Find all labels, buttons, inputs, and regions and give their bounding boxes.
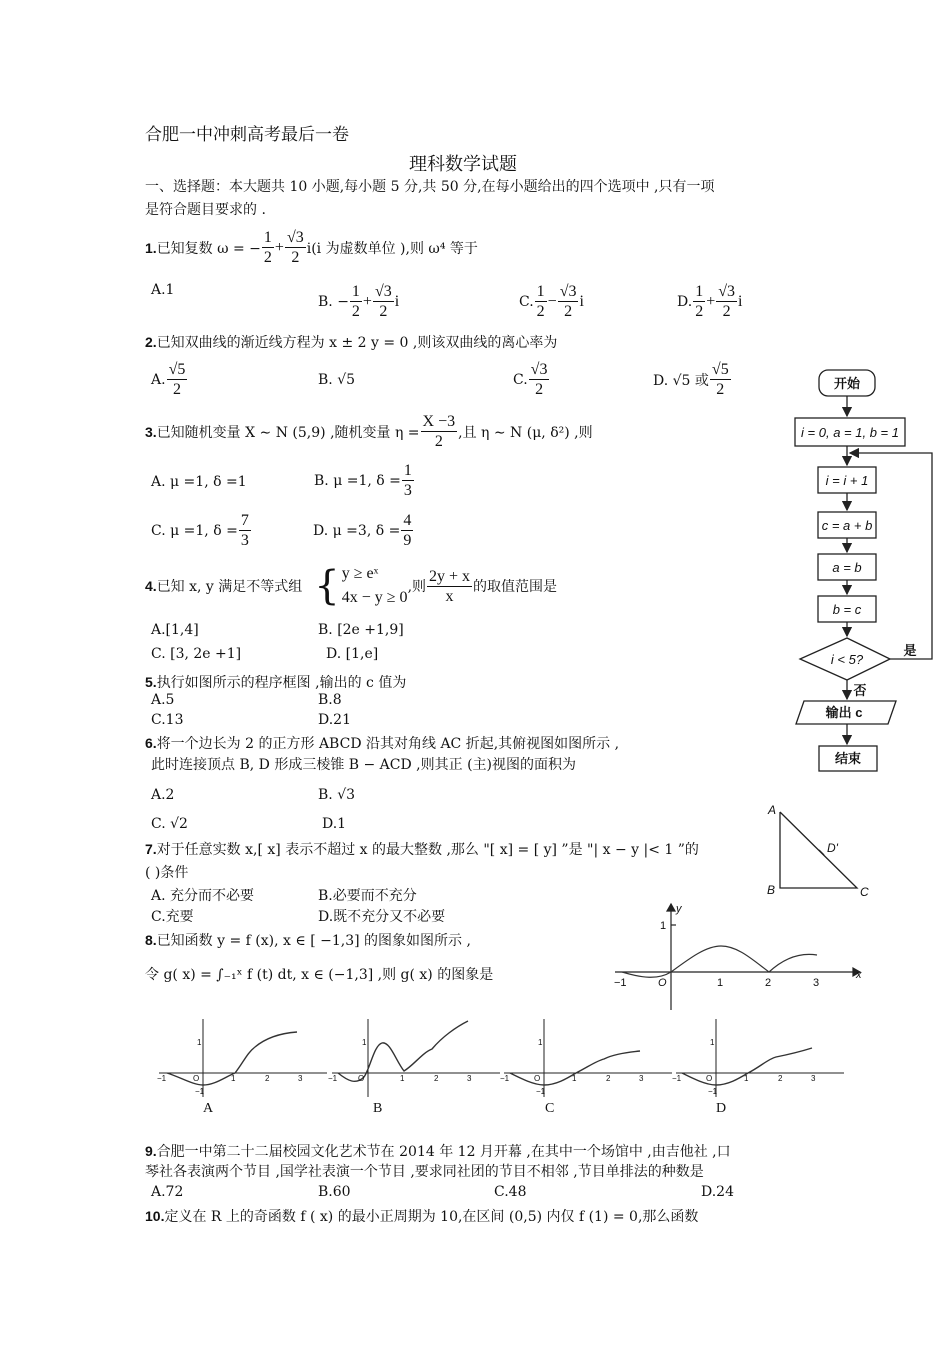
question-6-option-b[interactable]: B. √3 xyxy=(318,787,356,803)
flowchart-diagram xyxy=(790,365,940,780)
question-3-option-b[interactable]: B. μ =1, δ = $\frac{1}{3}$ xyxy=(314,462,412,499)
flow-start-label: 开始 xyxy=(833,376,861,391)
vertex-c-label: C xyxy=(860,885,869,899)
fig8-x-label: x xyxy=(856,969,862,981)
svg-text:−1: −1 xyxy=(536,1087,546,1096)
svg-text:2: 2 xyxy=(778,1074,783,1083)
flow-yes-label: 是 xyxy=(903,643,917,658)
choice-d-label: D xyxy=(716,1101,727,1116)
fig8-tick-2: 2 xyxy=(765,977,772,989)
svg-text:2: 2 xyxy=(265,1074,270,1083)
fig8-tick-3: 3 xyxy=(813,977,820,989)
svg-text:3: 3 xyxy=(811,1074,816,1083)
question-1-option-b[interactable]: B. − $\frac{1}{2}$ + $\frac{√3}{2}$ i xyxy=(318,283,400,320)
flow-condition-label: i < 5? xyxy=(830,652,864,667)
flow-step2-label: c = a + b xyxy=(821,518,873,533)
question-5-option-c[interactable]: C.13 xyxy=(151,712,184,728)
svg-text:O: O xyxy=(358,1074,365,1083)
svg-text:O: O xyxy=(534,1074,541,1083)
question-6-option-c[interactable]: C. √2 xyxy=(151,816,188,832)
question-8-stem-line2: 令 g( x) = ∫₋₁ˣ f (t) dt, x ∈ (−1,3] ,则 g( x) 的图象是 xyxy=(145,967,494,983)
svg-text:−1: −1 xyxy=(500,1074,510,1083)
question-3-option-a[interactable]: A. μ =1, δ =1 xyxy=(151,474,247,490)
svg-text:O: O xyxy=(193,1074,200,1083)
choice-graph-a[interactable] xyxy=(155,1015,330,1116)
svg-text:2: 2 xyxy=(434,1074,439,1083)
fig8-tick-y1: 1 xyxy=(660,920,667,932)
question-1-option-c[interactable]: C. $\frac{1}{2}$ − $\frac{√3}{2}$ i xyxy=(519,283,584,320)
fig8-tick-neg1: −1 xyxy=(614,977,627,989)
section-intro-line2: 是符合题目要求的 . xyxy=(145,202,266,218)
question-7-option-b[interactable]: B.必要而不充分 xyxy=(318,888,417,904)
flow-no-label: 否 xyxy=(853,683,867,698)
fig8-tick-1: 1 xyxy=(717,977,724,989)
question-3-option-c[interactable]: C. μ =1, δ = $\frac{7}{3}$ xyxy=(151,512,249,549)
question-7-option-d[interactable]: D.既不充分又不必要 xyxy=(318,909,446,925)
svg-text:O: O xyxy=(706,1074,713,1083)
question-3-stem: 3. 已知随机变量 X ∼ N (5,9) ,随机变量 η = $\frac{X -3}{2}$ ,且 η ∼ N (μ, δ²) ,则 xyxy=(145,413,593,450)
question-2-option-b[interactable]: B. √5 xyxy=(318,372,356,388)
question-8-stem-line1: 8.已知函数 y = f (x), x ∈ [ −1,3] 的图象如图所示 , xyxy=(145,932,471,949)
question-1-option-a[interactable]: A.1 xyxy=(151,282,175,298)
svg-text:1: 1 xyxy=(572,1074,577,1083)
flow-init-label: i = 0, a = 1, b = 1 xyxy=(801,425,899,440)
question-7-option-c[interactable]: C.充要 xyxy=(151,909,194,925)
svg-text:−1: −1 xyxy=(328,1074,338,1083)
choice-graph-b[interactable] xyxy=(328,1015,503,1116)
question-9-stem-line2: 琴社各表演两个节目 ,国学社表演一个节目 ,要求同社团的节目不相邻 ,节目单排法的种数是 xyxy=(145,1164,704,1180)
question-2-option-a[interactable]: A. $\frac{√5}{2}$ xyxy=(151,361,186,398)
vertex-d-label: D' xyxy=(827,841,838,855)
svg-text:2: 2 xyxy=(606,1074,611,1083)
fig8-origin: O xyxy=(658,977,667,989)
question-5-stem: 5.执行如图所示的程序框图 ,输出的 c 值为 xyxy=(145,674,407,691)
question-1-stem: 1. 已知复数 ω = − $\frac{1}{2}$ + $\frac{√3}{2}$ i(i 为虚数单位 ),则 ω⁴ 等于 xyxy=(145,229,478,266)
question-3-option-d[interactable]: D. μ =3, δ = $\frac{4}{9}$ xyxy=(313,512,412,549)
choice-a-label: A xyxy=(203,1101,214,1116)
section-intro-line1: 一、选择题：本大题共 10 小题,每小题 5 分,共 50 分,在每小题给出的四个选项中 ,只有一项 xyxy=(145,179,715,195)
svg-text:3: 3 xyxy=(639,1074,644,1083)
question-7-stem-line2: ( )条件 xyxy=(145,865,189,881)
question-9-option-b[interactable]: B.60 xyxy=(318,1184,351,1200)
folded-square-topview xyxy=(762,800,882,900)
question-4-option-a[interactable]: A.[1,4] xyxy=(151,622,199,638)
question-2-stem: 2.已知双曲线的渐近线方程为 x ± 2 y = 0 ,则该双曲线的离心率为 xyxy=(145,334,558,351)
question-6-option-d[interactable]: D.1 xyxy=(322,816,347,832)
question-6-option-a[interactable]: A.2 xyxy=(151,787,175,803)
question-7-stem-line1: 7.对于任意实数 x,[ x] 表示不超过 x 的最大整数 ,那么 "[ x] = [ y] ”是 "| x − y |< 1 ”的 xyxy=(145,841,699,858)
school-title: 合肥一中冲刺高考最后一卷 xyxy=(145,125,349,145)
svg-text:1: 1 xyxy=(538,1038,543,1047)
svg-text:1: 1 xyxy=(231,1074,236,1083)
question-4-option-d[interactable]: D. [1,e] xyxy=(326,646,379,662)
flow-step1-label: i = i + 1 xyxy=(825,473,869,488)
question-4-option-c[interactable]: C. [3, 2e +1] xyxy=(151,646,242,662)
question-5-option-b[interactable]: B.8 xyxy=(318,692,342,708)
svg-text:3: 3 xyxy=(467,1074,472,1083)
question-10-stem: 10.定义在 R 上的奇函数 f ( x) 的最小正周期为 10,在区间 (0,5) 内仅 f (1) = 0,那么函数 xyxy=(145,1208,699,1225)
question-9-option-a[interactable]: A.72 xyxy=(151,1184,184,1200)
vertex-a-label: A xyxy=(768,803,777,817)
choice-b-label: B xyxy=(373,1101,383,1116)
choice-graph-c[interactable] xyxy=(500,1015,675,1116)
question-2-option-c[interactable]: C. $\frac{√3}{2}$ xyxy=(513,361,548,398)
question-4-option-b[interactable]: B. [2e +1,9] xyxy=(318,622,404,638)
question-6-stem-line1: 6.将一个边长为 2 的正方形 ABCD 沿其对角线 AC 折起,其俯视图如图所示 , xyxy=(145,735,620,752)
question-5-option-a[interactable]: A.5 xyxy=(151,692,175,708)
svg-text:1: 1 xyxy=(400,1074,405,1083)
exam-title: 理科数学试题 xyxy=(409,154,517,175)
vertex-b-label: B xyxy=(767,883,776,897)
flow-output-label: 输出 c xyxy=(825,705,863,720)
flow-step3-label: a = b xyxy=(832,560,862,575)
question-7-option-a[interactable]: A. 充分而不必要 xyxy=(151,888,255,904)
function-f-graph xyxy=(610,900,870,1012)
question-5-option-d[interactable]: D.21 xyxy=(318,712,351,728)
svg-text:−1: −1 xyxy=(708,1087,718,1096)
question-2-option-d[interactable]: D. √5 或 $\frac{√5}{2}$ xyxy=(653,361,729,398)
choice-c-label: C xyxy=(545,1101,555,1116)
question-6-stem-line2: 此时连接顶点 B, D 形成三棱锥 B − ACD ,则其正 (主)视图的面积为 xyxy=(151,757,577,773)
choice-graph-d[interactable] xyxy=(672,1015,847,1116)
question-1-option-d[interactable]: D. $\frac{1}{2}$ + $\frac{√3}{2}$ i xyxy=(677,283,743,320)
inequality-2: 4x − y ≥ 0 xyxy=(341,589,408,606)
question-9-option-d[interactable]: D.24 xyxy=(701,1184,734,1200)
question-4-stem: 4. 已知 x, y 满足不等式组 { y ≥ eˣ 4x − y ≥ 0 ,则 $\frac{2y + x}{x}$ 的取值范围是 xyxy=(145,563,558,609)
inequality-1: y ≥ eˣ xyxy=(341,565,379,582)
question-9-stem-line1: 9.合肥一中第二十二届校园文化艺术节在 2014 年 12 月开幕 ,在其中一个场馆中 ,由吉他社 ,口 xyxy=(145,1143,731,1160)
svg-text:−1: −1 xyxy=(157,1074,167,1083)
fig8-y-label: y xyxy=(676,903,682,915)
svg-text:1: 1 xyxy=(710,1038,715,1047)
svg-text:−1: −1 xyxy=(672,1074,682,1083)
svg-text:1: 1 xyxy=(744,1074,749,1083)
flow-step4-label: b = c xyxy=(832,602,862,617)
svg-text:−1: −1 xyxy=(195,1087,205,1096)
svg-text:3: 3 xyxy=(298,1074,303,1083)
flow-end-label: 结束 xyxy=(834,751,862,766)
svg-text:1: 1 xyxy=(362,1038,367,1047)
svg-text:1: 1 xyxy=(197,1038,202,1047)
question-9-option-c[interactable]: C.48 xyxy=(494,1184,527,1200)
